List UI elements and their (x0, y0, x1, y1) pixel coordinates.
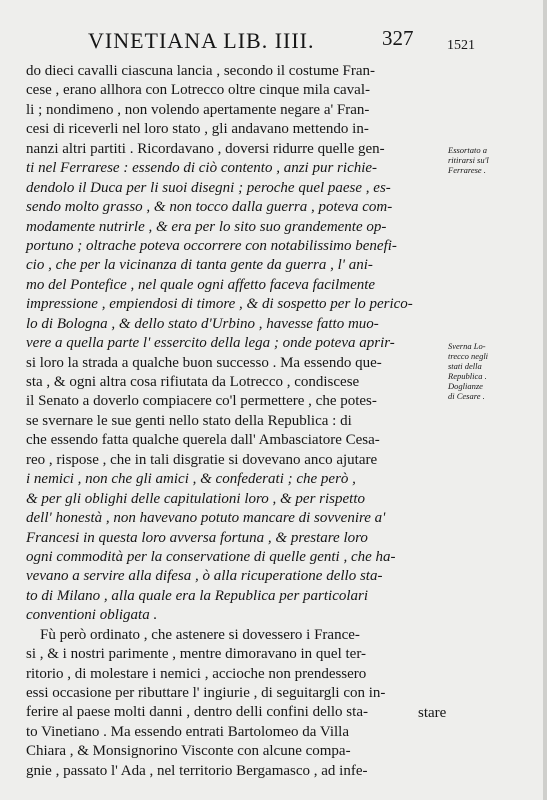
text-line: mo del Pontefice , nel quale ogni affetto faceva facilmente (26, 276, 376, 293)
text-line: dendolo il Duca per li suoi disegni ; peroche quel paese , es- (26, 179, 391, 196)
text-line: nanzi altri partiti . Ricordavano , doversi ridurre quelle gen- (26, 140, 385, 157)
text-line: Fù però ordinato , che astenere si dovessero i France- (40, 626, 360, 643)
margin-note-line: Republica . (448, 371, 487, 381)
page-edge (543, 0, 547, 800)
text-line: modamente nutrirle , & era per lo sito suo grandemente op- (26, 218, 387, 235)
text-line: ogni commodità per la conservatione di quelle genti , che ha- (26, 548, 396, 565)
margin-year: 1521 (447, 38, 475, 53)
text-line: gnie , passato l' Ada , nel territorio Bergamasco , ad infe- (26, 762, 368, 779)
margin-note-line: Essortato a (448, 145, 487, 155)
text-line: cio , che per la vicinanza di tanta gente da guerra , l' ani- (26, 257, 373, 274)
margin-note-line: di Cesare . (448, 391, 485, 401)
text-line: ritorio , di molestare i nemici , accioche non prendessero (26, 665, 367, 682)
text-line: do dieci cavalli ciascuna lancia , secondo il costume Fran- (26, 63, 376, 79)
text-line: ti nel Ferrarese : essendo di ciò contento , anzi pur richie- (26, 160, 378, 177)
text-line: to di Milano , alla quale era la Republica per particolari (26, 587, 369, 604)
body-text (26, 62, 446, 781)
running-title: VINETIANA LIB. IIII. (88, 28, 315, 53)
text-line: conventioni obligata . (26, 607, 158, 624)
text-line: impressione , empiendosi di timore , & di sospetto per lo perico- (26, 296, 413, 313)
text-line: dell' honestà , non havevano potuto mancare di sovvenire a' (26, 510, 386, 527)
text-line: Francesi in questa loro avversa fortuna , & prestare loro (26, 529, 368, 546)
text-line: i nemici , non che gli amici , & confederati ; che però , (26, 471, 356, 488)
text-line: che essendo fatta qualche querela dall' Ambasciatore Cesa- (26, 432, 380, 449)
margin-note (448, 341, 540, 381)
text-line: si loro la strada a qualche buon successo . Ma essendo que- (26, 354, 382, 371)
margin-note-line: Ferrarese . (448, 165, 486, 175)
text-line: ferire al paese molti danni , dentro delli confini dello sta- (26, 704, 368, 721)
margin-note-line: ritirarsi su'l (448, 155, 489, 165)
margin-note-line: Sverna Lo- (448, 341, 486, 351)
text-line: cese , erano allhora con Lotrecco oltre cinque mila caval- (26, 82, 370, 99)
text-line: si , & i nostri parimente , mentre dimoravano in quel ter- (26, 646, 367, 663)
text-line: li ; nondimeno , non volendo apertamente negare a' Fran- (26, 101, 370, 118)
margin-note (448, 381, 540, 401)
text-line: cesi di riceverli nel loro stato , gli andavano mettendo in- (26, 121, 369, 138)
page-number: 327 (382, 26, 414, 50)
text-line: sendo molto grasso , & non tocco dalla guerra , poteva com- (26, 199, 393, 216)
text-line: se svernare le sue genti nello stato della Republica : di (26, 412, 352, 429)
text-line: reo , rispose , che in tali disgratie si dovevano anco ajutare (26, 451, 378, 468)
text-line: sta , & ogni altra cosa rifiutata da Lotrecco , condiscese (26, 374, 360, 390)
catchword: stare (418, 705, 447, 721)
text-line: Chiara , & Monsignorino Visconte con alcune compa- (26, 743, 351, 760)
margin-note-line: Doglianze (448, 381, 483, 391)
text-line: essi occasione per ributtare l' ingiurie , di seguitargli con in- (26, 685, 386, 701)
margin-note (448, 145, 540, 175)
text-line: il Senato a doverlo compiacere co'l permettere , che potes- (26, 393, 377, 410)
text-line: portuno ; oltrache poteva occorrere con notabilissimo benefi- (26, 237, 397, 254)
text-line: vevano a servire alla difesa , ò alla ricuperatione dello sta- (26, 568, 383, 585)
margin-note-line: trecco negli (448, 351, 489, 361)
text-line: to Vinetiano . Ma essendo entrati Bartolomeo da Villa (26, 723, 349, 740)
text-line: vere a quella parte l' essercito della lega ; onde poteva aprir- (26, 335, 395, 352)
margin-note-line: stati della (448, 361, 482, 371)
text-line: lo di Bologna , & dello stato d'Urbino , havesse fatto muo- (26, 315, 379, 332)
text-line: & per gli oblighi delle capitulationi loro , & per rispetto (26, 490, 366, 507)
